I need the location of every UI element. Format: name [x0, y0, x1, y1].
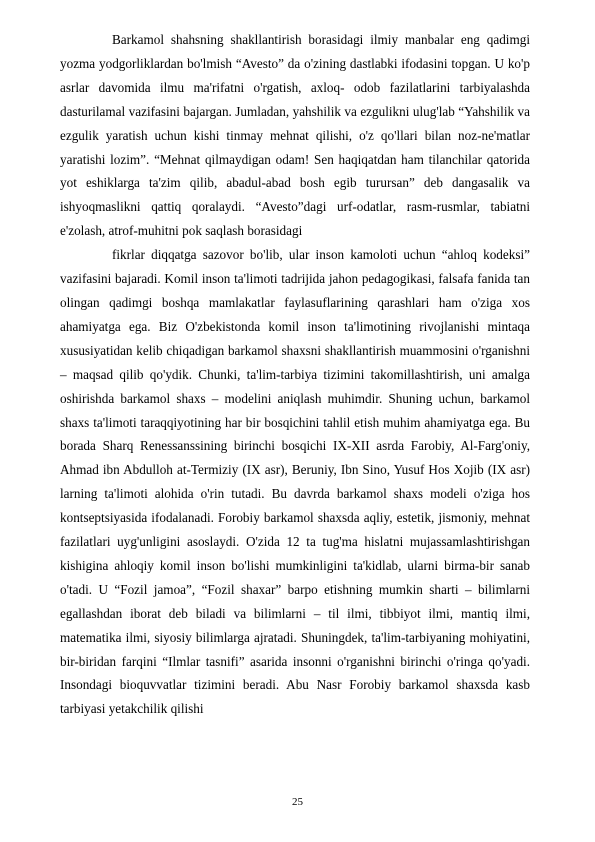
- page-number: 25: [292, 796, 303, 808]
- paragraph: Barkamol shahsning shakllantirish borasidagi ilmiy manbalar eng qadimgi yozma yodgorliklardan bo'lmish “Avesto” da o'zining dastlabki ifodasini topgan. U ko'p asrlar davomida ilmu ma'rifatni o'rgatish, axloq- odob fazilatlarini tarbiyalashda dasturilamal vazifasini bajargan. Jumladan, yahshilik va ezgulikni ulug'lab “Yahshilik va ezgulik yaratish uchun kishi tinmay mehnat qilishi, o'z qo'llari bilan noz-ne'matlar yaratishi lozim”. “Mehnat qilmaydigan odam! Sen haqiqatdan ham tilanchilar qatorida yot eshiklarga ta'zim qilib, abadul-abad bosh egib turursan” deb dangasalik va ishyoqmaslikni qattiq qoralaydi. “Avesto”dagi urf-odatlar, rasm-rusmlar, tabiatni e'zolash, atrof-muhitni pok saqlash borasidagi: [60, 32, 530, 239]
- document-body: [60, 28, 530, 721]
- paragraph: fikrlar diqqatga sazovor bo'lib, ular inson kamoloti uchun “ahloq kodeksi” vazifasini bajaradi. Komil inson ta'limoti tadrijida jahon pedagogikasi, falsafa fanida tan olingan qadimgi boshqa mamlakatlar faylasuflarining qarashlari ham o'ziga xos ahamiyatga ega. Biz O'zbekistonda komil inson ta'limotining rivojlanishi mintaqa xususiyatidan kelib chiqadigan barkamol shaxsni shakllantirish muammosini o'rganishni – maqsad qilib qo'ydik. Chunki, ta'lim-tarbiya tizimini takomillashtirish, uni amalga oshirishda barkamol shaxs – modelini aniqlash muhimdir. Shuning uchun, barkamol shaxs ta'limoti taraqqiyotining har bir bosqichini tahlil etish muhim ahamiyatga ega. Bu borada Sharq Renessanssining birinchi bosqichi IX-XII asrda Farobiy, Al-Farg'oniy, Ahmad ibn Abdulloh at-Termiziy (IX asr), Beruniy, Ibn Sino, Yusuf Hos Xojib (IX asr) larning ta'limoti alohida o'rin tutadi. Bu davrda barkamol shaxs modeli o'ziga hos kontseptsiyasida ifodalanadi. Forobiy barkamol shaxsda aqliy, estetik, jismoniy, mehnat fazilatlari uyg'unligini asoslaydi. O'zida 12 ta tug'ma hislatni mujassamlashtirishgan kishigina ahloqiy komil inson bo'lishi mumkinligini ta'kidlab, ularni birma-bir sanab o'tadi. U “Fozil jamoa”, “Fozil shaxar” barpo etishning mumkin sharti – bilimlarni egallashdan iborat deb biladi va bilimlarni – til ilmi, tibbiyot ilmi, mantiq ilmi, matematika ilmi, siyosiy bilimlarga ajratadi. Shuningdek, ta'lim-tarbiyaning mohiyatini, bir-biridan farqini “Ilmlar tasnifi” asarida insonni o'rganishni birinchi o'ringa qo'yadi. Insondagi bioquvvatlar tizimini beradi. Abu Nasr Forobiy barkamol shaxsda kasb tarbiyasi yetakchilik qilishi: [60, 247, 530, 717]
